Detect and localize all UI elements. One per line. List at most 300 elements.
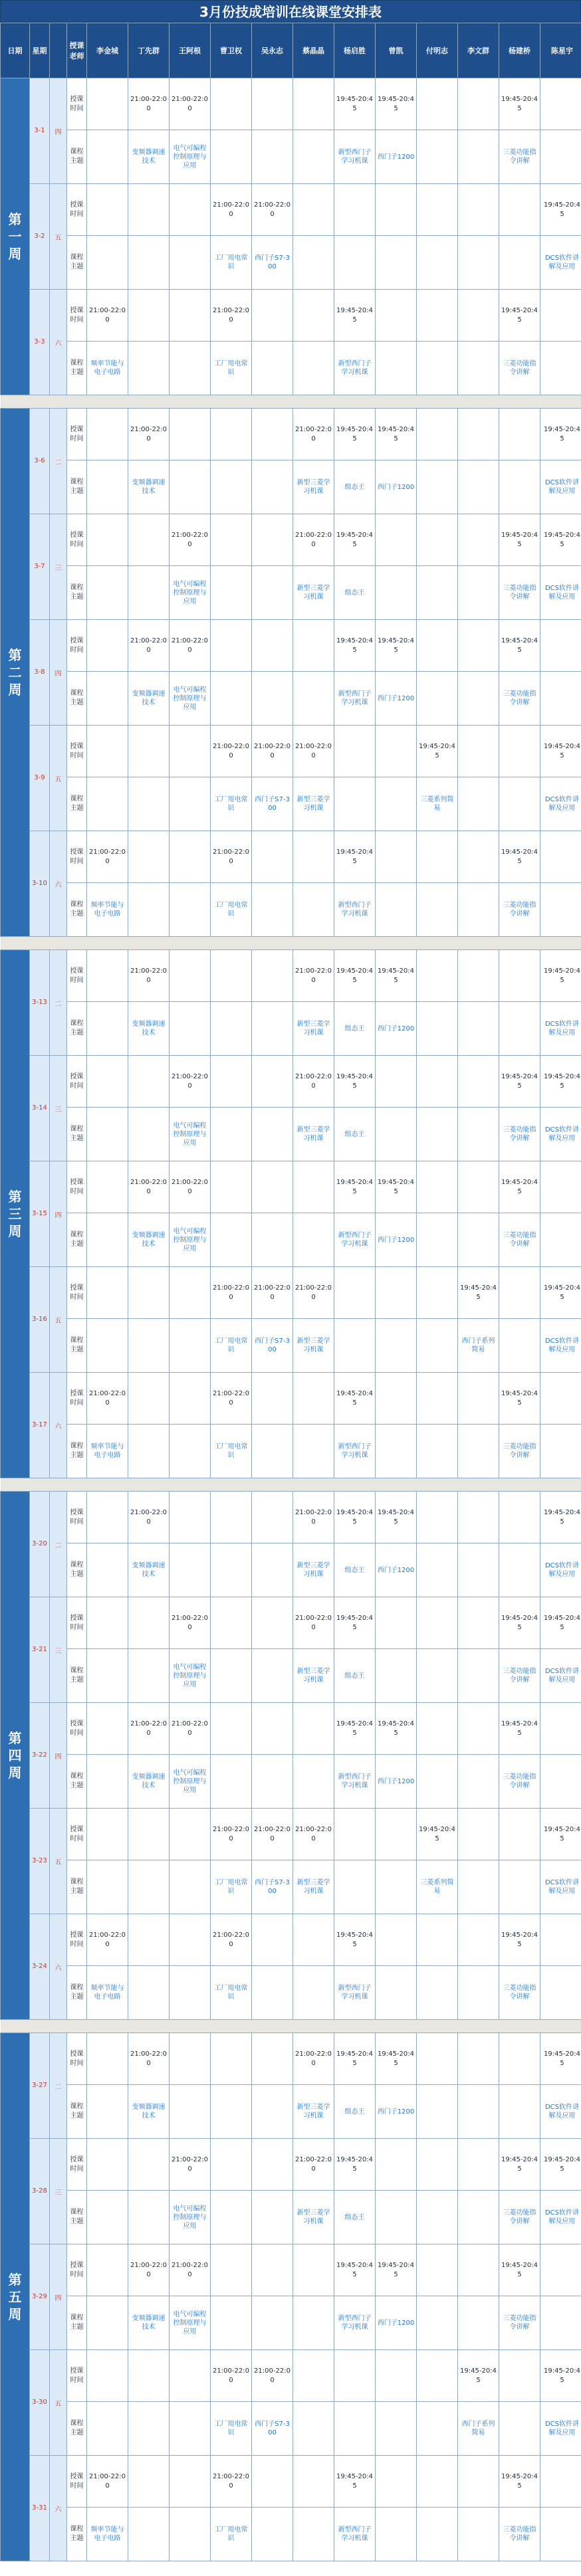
topic-cell — [417, 1002, 458, 1056]
time-cell — [128, 1809, 170, 1860]
topic-cell — [170, 1966, 211, 2020]
time-cell: 19:45-20:45 — [334, 514, 376, 566]
time-cell: 19:45-20:45 — [540, 1267, 581, 1319]
time-cell — [252, 1492, 293, 1543]
header-row — [1, 23, 581, 78]
topic-cell: 电气可编程控制原理与应用 — [170, 672, 211, 726]
time-cell: 19:45-20:45 — [458, 1267, 499, 1319]
time-cell: 21:00-22:00 — [170, 2139, 211, 2191]
time-cell: 19:45-20:45 — [376, 950, 417, 1002]
time-cell — [293, 2244, 334, 2296]
week-label — [1, 1492, 30, 2020]
topic-cell — [87, 1319, 128, 1373]
topic-cell — [170, 2085, 211, 2139]
time-cell: 21:00-22:00 — [128, 950, 170, 1002]
topic-cell: 组态王 — [334, 1108, 376, 1161]
time-row — [1, 1809, 581, 1860]
time-cell — [458, 290, 499, 342]
time-row — [1, 1161, 581, 1213]
topic-cell — [87, 130, 128, 184]
date-cell: 3-29 — [30, 2244, 50, 2350]
topic-cell — [376, 342, 417, 395]
row-label-topic: 课程主题 — [67, 2191, 87, 2244]
time-cell: 21:00-22:00 — [128, 2033, 170, 2085]
topic-cell — [252, 2191, 293, 2244]
time-cell — [334, 1267, 376, 1319]
topic-cell — [87, 1860, 128, 1914]
topic-cell — [87, 2085, 128, 2139]
topic-cell: 新型三菱学习机课 — [293, 1649, 334, 1703]
time-cell: 19:45-20:45 — [540, 1597, 581, 1649]
topic-cell — [87, 1213, 128, 1267]
time-cell: 21:00-22:00 — [170, 2244, 211, 2296]
week-separator-cell — [1, 395, 581, 409]
time-cell — [376, 290, 417, 342]
topic-cell — [540, 1755, 581, 1809]
time-cell — [417, 1161, 458, 1213]
topic-cell — [417, 2191, 458, 2244]
time-cell: 19:45-20:45 — [376, 2244, 417, 2296]
time-row — [1, 184, 581, 236]
time-cell: 19:45-20:45 — [499, 1373, 540, 1425]
topic-row — [1, 1108, 581, 1161]
topic-row — [1, 1966, 581, 2020]
time-cell — [417, 831, 458, 883]
topic-cell: 三菱功能指令讲解 — [499, 130, 540, 184]
time-cell: 19:45-20:45 — [376, 1161, 417, 1213]
row-label-topic: 课程主题 — [67, 1966, 87, 2020]
row-label-topic: 课程主题 — [67, 1213, 87, 1267]
time-cell — [540, 831, 581, 883]
time-cell — [211, 2033, 252, 2085]
time-cell — [87, 1597, 128, 1649]
time-cell: 21:00-22:00 — [170, 1161, 211, 1213]
time-cell — [540, 1161, 581, 1213]
topic-cell — [458, 460, 499, 514]
topic-cell — [211, 2085, 252, 2139]
topic-cell: 组态王 — [334, 1649, 376, 1703]
topic-cell: 新型西门子学习机课 — [334, 2296, 376, 2350]
time-cell — [417, 1914, 458, 1966]
time-cell — [170, 1267, 211, 1319]
time-cell: 21:00-22:00 — [128, 409, 170, 460]
time-cell: 21:00-22:00 — [87, 290, 128, 342]
topic-row — [1, 1860, 581, 1914]
time-cell: 21:00-22:00 — [170, 1597, 211, 1649]
time-cell — [87, 1492, 128, 1543]
topic-cell — [458, 1755, 499, 1809]
topic-row — [1, 777, 581, 831]
topic-cell — [252, 1649, 293, 1703]
topic-cell: 西门子1200 — [376, 672, 417, 726]
topic-cell — [334, 777, 376, 831]
row-label-time: 授课时间 — [67, 1373, 87, 1425]
header-teacher: 曹卫权 — [211, 23, 252, 78]
time-cell — [293, 1373, 334, 1425]
time-cell: 21:00-22:00 — [87, 2456, 128, 2508]
row-label-time: 授课时间 — [67, 1492, 87, 1543]
time-cell — [540, 620, 581, 672]
topic-cell — [417, 130, 458, 184]
time-cell — [252, 514, 293, 566]
topic-cell — [540, 130, 581, 184]
time-cell — [458, 2139, 499, 2191]
time-cell — [87, 184, 128, 236]
topic-cell — [376, 2402, 417, 2456]
time-cell — [458, 1597, 499, 1649]
time-cell — [458, 726, 499, 777]
topic-cell: 新型西门子学习机课 — [334, 672, 376, 726]
topic-cell: DCS软件讲解及应用 — [540, 2402, 581, 2456]
time-cell: 19:45-20:45 — [499, 78, 540, 130]
topic-cell: 三菱功能指令讲解 — [499, 1649, 540, 1703]
topic-cell — [252, 566, 293, 620]
time-cell: 19:45-20:45 — [417, 1809, 458, 1860]
time-cell — [293, 290, 334, 342]
date-cell: 3-8 — [30, 620, 50, 726]
time-cell: 19:45-20:45 — [499, 1161, 540, 1213]
topic-cell — [417, 1108, 458, 1161]
time-cell — [458, 1809, 499, 1860]
header-teacher: 蔡晶晶 — [293, 23, 334, 78]
time-cell: 19:45-20:45 — [540, 2139, 581, 2191]
week-label-char: 第 — [8, 647, 22, 663]
topic-cell — [458, 777, 499, 831]
week-separator-cell — [1, 937, 581, 950]
topic-cell: 电气可编程控制原理与应用 — [170, 566, 211, 620]
topic-cell — [499, 1543, 540, 1597]
time-cell — [252, 1373, 293, 1425]
topic-cell — [211, 566, 252, 620]
header-teacher: 杨建桥 — [499, 23, 540, 78]
topic-cell — [376, 2191, 417, 2244]
topic-cell: 电气可编程控制原理与应用 — [170, 130, 211, 184]
time-cell — [128, 831, 170, 883]
header-teacher: 李文群 — [458, 23, 499, 78]
date-cell: 3-22 — [30, 1703, 50, 1809]
time-row — [1, 831, 581, 883]
topic-cell — [252, 1755, 293, 1809]
topic-cell — [458, 1860, 499, 1914]
topic-cell — [252, 672, 293, 726]
row-label-time: 授课时间 — [67, 1267, 87, 1319]
topic-cell: 频率节能与电子电路 — [87, 1966, 128, 2020]
topic-cell — [458, 2296, 499, 2350]
topic-cell: 组态王 — [334, 2191, 376, 2244]
time-cell — [293, 2350, 334, 2402]
time-cell — [417, 409, 458, 460]
topic-cell: 西门子1200 — [376, 2085, 417, 2139]
header-teacher: 李金城 — [87, 23, 128, 78]
topic-cell — [87, 672, 128, 726]
time-cell — [499, 1267, 540, 1319]
time-cell: 19:45-20:45 — [334, 2244, 376, 2296]
time-cell — [417, 2456, 458, 2508]
topic-cell: 新型三菱学习机课 — [293, 460, 334, 514]
topic-cell — [376, 1108, 417, 1161]
time-cell: 21:00-22:00 — [252, 184, 293, 236]
topic-cell — [376, 1425, 417, 1478]
time-cell — [170, 2456, 211, 2508]
topic-cell — [128, 1108, 170, 1161]
time-cell — [540, 2456, 581, 2508]
time-cell: 19:45-20:45 — [334, 2139, 376, 2191]
time-cell — [252, 950, 293, 1002]
time-cell: 21:00-22:00 — [293, 1809, 334, 1860]
row-label-time: 授课时间 — [67, 726, 87, 777]
topic-cell: 工厂用电常识 — [211, 1425, 252, 1478]
topic-cell: 工厂用电常识 — [211, 883, 252, 937]
time-cell — [87, 78, 128, 130]
row-label-topic: 课程主题 — [67, 342, 87, 395]
topic-cell: 工厂用电常识 — [211, 1860, 252, 1914]
topic-cell — [293, 2296, 334, 2350]
time-cell — [170, 2350, 211, 2402]
time-cell — [417, 1267, 458, 1319]
time-cell: 21:00-22:00 — [128, 1703, 170, 1755]
time-cell: 19:45-20:45 — [499, 2139, 540, 2191]
time-cell — [128, 1597, 170, 1649]
topic-cell — [128, 1966, 170, 2020]
time-cell — [417, 514, 458, 566]
time-cell — [128, 514, 170, 566]
weekday-cell: 三 — [50, 1597, 67, 1703]
time-cell — [376, 514, 417, 566]
time-cell: 21:00-22:00 — [170, 620, 211, 672]
time-cell — [458, 1703, 499, 1755]
time-cell: 19:45-20:45 — [458, 2350, 499, 2402]
topic-cell — [170, 1425, 211, 1478]
time-cell — [334, 1809, 376, 1860]
topic-cell: 西门子系列简易 — [458, 2402, 499, 2456]
time-cell — [128, 726, 170, 777]
topic-cell — [128, 2508, 170, 2561]
topic-cell — [417, 236, 458, 290]
date-cell: 3-3 — [30, 290, 50, 395]
time-cell — [170, 726, 211, 777]
time-cell — [376, 1914, 417, 1966]
time-cell — [252, 1914, 293, 1966]
time-cell — [170, 831, 211, 883]
date-cell: 3-9 — [30, 726, 50, 831]
time-cell — [252, 1703, 293, 1755]
time-cell: 19:45-20:45 — [334, 831, 376, 883]
topic-cell — [170, 342, 211, 395]
topic-cell: 新型西门子学习机课 — [334, 1213, 376, 1267]
time-cell — [417, 78, 458, 130]
row-label-topic: 课程主题 — [67, 460, 87, 514]
topic-cell — [293, 1425, 334, 1478]
topic-cell: 新型三菱学习机课 — [293, 1543, 334, 1597]
time-cell — [87, 409, 128, 460]
topic-cell — [170, 883, 211, 937]
time-cell — [211, 1703, 252, 1755]
time-cell — [211, 950, 252, 1002]
time-cell: 21:00-22:00 — [293, 2033, 334, 2085]
topic-cell: 三菱功能指令讲解 — [499, 1755, 540, 1809]
topic-cell: 组态王 — [334, 460, 376, 514]
time-cell — [499, 1809, 540, 1860]
topic-cell: 新型三菱学习机课 — [293, 1860, 334, 1914]
topic-cell: 新型三菱学习机课 — [293, 1319, 334, 1373]
time-cell — [376, 726, 417, 777]
time-cell — [170, 1373, 211, 1425]
topic-cell — [128, 2191, 170, 2244]
time-cell: 21:00-22:00 — [211, 726, 252, 777]
time-cell: 21:00-22:00 — [293, 726, 334, 777]
topic-cell: 三菱系列简易 — [417, 777, 458, 831]
row-label-time: 授课时间 — [67, 1703, 87, 1755]
time-cell: 21:00-22:00 — [170, 514, 211, 566]
time-cell — [540, 1373, 581, 1425]
weekday-cell: 六 — [50, 290, 67, 395]
date-cell: 3-1 — [30, 78, 50, 184]
topic-cell — [458, 1213, 499, 1267]
topic-cell: 西门子1200 — [376, 130, 417, 184]
time-cell: 19:45-20:45 — [540, 2033, 581, 2085]
topic-cell: 电气可编程控制原理与应用 — [170, 1649, 211, 1703]
weekday-cell: 五 — [50, 2350, 67, 2456]
time-cell — [458, 2033, 499, 2085]
time-cell — [87, 620, 128, 672]
time-cell — [252, 2456, 293, 2508]
time-cell: 19:45-20:45 — [376, 1492, 417, 1543]
time-cell — [293, 620, 334, 672]
time-cell — [334, 184, 376, 236]
time-cell: 21:00-22:00 — [293, 2139, 334, 2191]
time-cell — [252, 1056, 293, 1108]
topic-cell — [376, 1860, 417, 1914]
time-cell: 19:45-20:45 — [499, 620, 540, 672]
topic-cell: 变频器调速技术 — [128, 2085, 170, 2139]
topic-cell — [540, 1966, 581, 2020]
time-cell: 19:45-20:45 — [334, 1703, 376, 1755]
topic-cell — [128, 342, 170, 395]
time-row — [1, 1597, 581, 1649]
time-cell: 19:45-20:45 — [540, 409, 581, 460]
topic-row — [1, 2402, 581, 2456]
time-cell: 19:45-20:45 — [499, 831, 540, 883]
weekday-cell: 六 — [50, 1914, 67, 2020]
row-label-topic: 课程主题 — [67, 130, 87, 184]
topic-cell — [170, 460, 211, 514]
time-cell — [87, 2139, 128, 2191]
topic-cell: 工厂用电常识 — [211, 1966, 252, 2020]
week-label-char: 周 — [8, 2306, 22, 2322]
date-cell: 3-28 — [30, 2139, 50, 2244]
topic-cell — [87, 1755, 128, 1809]
topic-cell — [499, 1860, 540, 1914]
topic-cell: 频率节能与电子电路 — [87, 1425, 128, 1478]
topic-cell: 西门子1200 — [376, 1002, 417, 1056]
topic-cell: 西门子系列简易 — [458, 1319, 499, 1373]
time-cell — [540, 78, 581, 130]
topic-cell: 新型三菱学习机课 — [293, 1108, 334, 1161]
page-title: 3月份技成培训在线课堂安排表 — [0, 0, 581, 23]
topic-cell — [417, 1543, 458, 1597]
time-cell — [211, 1056, 252, 1108]
topic-cell — [540, 672, 581, 726]
topic-cell — [417, 2508, 458, 2561]
topic-cell — [211, 1755, 252, 1809]
topic-cell — [252, 1213, 293, 1267]
week-label — [1, 2033, 30, 2561]
topic-cell — [499, 1002, 540, 1056]
topic-cell: 西门子1200 — [376, 1543, 417, 1597]
time-cell: 21:00-22:00 — [211, 290, 252, 342]
topic-cell — [458, 1966, 499, 2020]
week-label-char: 周 — [8, 1223, 22, 1239]
topic-cell — [170, 1319, 211, 1373]
topic-cell — [128, 777, 170, 831]
topic-cell — [211, 460, 252, 514]
time-cell — [417, 1492, 458, 1543]
topic-cell — [417, 342, 458, 395]
weekday-cell: 三 — [50, 514, 67, 620]
week-label-char: 五 — [8, 2289, 22, 2305]
topic-cell: 三菱功能指令讲解 — [499, 672, 540, 726]
topic-cell — [252, 2508, 293, 2561]
weekday-cell: 六 — [50, 831, 67, 937]
time-cell — [252, 78, 293, 130]
week-label — [1, 950, 30, 1478]
topic-cell: DCS软件讲解及应用 — [540, 2085, 581, 2139]
topic-cell — [211, 2191, 252, 2244]
time-cell — [87, 1267, 128, 1319]
time-cell: 21:00-22:00 — [211, 1914, 252, 1966]
topic-cell — [170, 2508, 211, 2561]
time-row — [1, 2456, 581, 2508]
time-cell — [211, 2244, 252, 2296]
time-cell — [293, 184, 334, 236]
time-row — [1, 1703, 581, 1755]
time-cell — [128, 1267, 170, 1319]
topic-cell — [87, 2296, 128, 2350]
topic-cell: 变频器调速技术 — [128, 1543, 170, 1597]
week-label-char: 一 — [8, 229, 22, 245]
time-cell: 21:00-22:00 — [211, 831, 252, 883]
time-cell: 21:00-22:00 — [128, 1492, 170, 1543]
topic-cell: 新型西门子学习机课 — [334, 883, 376, 937]
weekday-cell: 四 — [50, 1703, 67, 1809]
topic-cell: 工厂用电常识 — [211, 342, 252, 395]
time-row — [1, 1267, 581, 1319]
time-cell: 19:45-20:45 — [334, 409, 376, 460]
header-weekday — [50, 23, 67, 78]
row-label-topic: 课程主题 — [67, 1649, 87, 1703]
row-label-topic: 课程主题 — [67, 1002, 87, 1056]
date-cell: 3-20 — [30, 1492, 50, 1597]
time-cell: 21:00-22:00 — [252, 726, 293, 777]
row-label-time: 授课时间 — [67, 2033, 87, 2085]
topic-cell — [334, 1860, 376, 1914]
time-cell: 19:45-20:45 — [376, 1703, 417, 1755]
topic-cell — [211, 1108, 252, 1161]
time-cell: 19:45-20:45 — [334, 1914, 376, 1966]
row-label-time: 授课时间 — [67, 1161, 87, 1213]
row-label-time: 授课时间 — [67, 1914, 87, 1966]
time-cell: 21:00-22:00 — [252, 1809, 293, 1860]
topic-cell — [499, 460, 540, 514]
topic-cell: 新型西门子学习机课 — [334, 1966, 376, 2020]
topic-cell — [458, 1543, 499, 1597]
time-cell — [376, 1809, 417, 1860]
topic-cell: 频率节能与电子电路 — [87, 342, 128, 395]
time-cell: 21:00-22:00 — [211, 2350, 252, 2402]
row-label-topic: 课程主题 — [67, 236, 87, 290]
time-cell: 19:45-20:45 — [376, 78, 417, 130]
weekday-cell: 三 — [50, 2139, 67, 2244]
